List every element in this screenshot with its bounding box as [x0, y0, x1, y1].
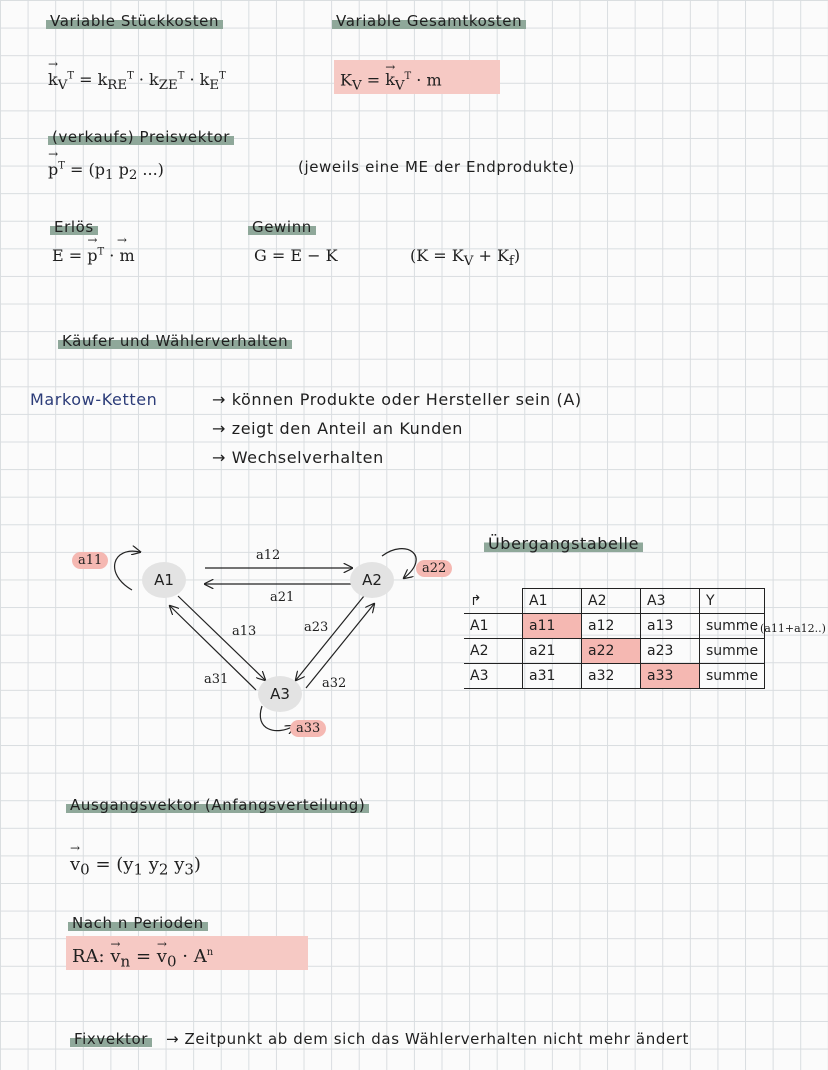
table-row [464, 639, 765, 664]
label-a11: a11 [72, 552, 108, 569]
table-header-cell: A2 [582, 589, 641, 614]
loop-a11 [115, 551, 140, 590]
heading-ausgangsvektor: Ausgangsvektor (Anfangsverteilung) [66, 796, 369, 814]
label-a23: a23 [304, 620, 329, 635]
formula-ausgangsvektor: → $v_0 = (y_1$ $y_2$ $y_3$) [70, 854, 201, 879]
table-row-label: A2 [464, 639, 523, 664]
table-cell: summe [700, 639, 765, 664]
fixvektor-text: → Zeitpunkt ab dem sich das Wählerverhalten nicht mehr ändert [166, 1030, 690, 1048]
node-a2: A2 [350, 562, 394, 598]
table-row [464, 614, 765, 639]
heading-kaeufer: Käufer und Wählerverhalten [58, 332, 292, 350]
table-header-cell: A3 [641, 589, 700, 614]
formula-kosten: $(K = K_V + K_f)$ [410, 246, 521, 270]
table-cell: a21 [523, 639, 582, 664]
heading-fixvektor: Fixvektor [70, 1030, 152, 1048]
markow-point-2: → zeigt den Anteil an Kunden [212, 419, 464, 438]
table-header-cell: Y [700, 589, 765, 614]
table-header-row [464, 589, 765, 614]
table-cell: a23 [641, 639, 700, 664]
table-cell: summe [700, 614, 765, 639]
table-note: (a11+a12..) [760, 622, 826, 635]
table-cell: a31 [523, 664, 582, 689]
table-cell: a12 [582, 614, 641, 639]
preis-note: (jeweils eine ME der Endprodukte) [298, 158, 575, 176]
formula-stueckkosten: → $k_V^T = k_{RE}^T \cdot k_{ZE}^T \cdot k_E^T$ [48, 70, 226, 93]
heading-preisvektor: (verkaufs) Preisvektor [48, 128, 234, 146]
formula-ra: RA: → $v_n$ = → $v_0 \cdot A^n$ [66, 936, 308, 970]
table-row-label: A3 [464, 664, 523, 689]
formula-preisvektor: → $p^T = (p_1$ $p_2$ ...) [48, 160, 164, 183]
transition-table [464, 588, 765, 689]
formula-gesamtkosten: $K_V$ = → $k_V^T \cdot m$ [334, 60, 500, 94]
table-corner: ↱ [464, 589, 523, 614]
label-a13: a13 [232, 624, 257, 639]
label-a22: a22 [416, 560, 452, 577]
markow-graph [60, 530, 460, 750]
formula-gewinn: G = E − K [254, 246, 338, 265]
label-a33: a33 [290, 720, 326, 737]
table-cell: summe [700, 664, 765, 689]
label-a32: a32 [322, 676, 347, 691]
heading-erloes: Erlös [50, 218, 98, 236]
label-a31: a31 [204, 672, 229, 687]
heading-gewinn: Gewinn [248, 218, 316, 236]
label-a12: a12 [256, 548, 281, 563]
heading-nach-n-perioden: Nach n Perioden [68, 914, 208, 932]
node-a3: A3 [258, 676, 302, 712]
table-header-cell: A1 [523, 589, 582, 614]
heading-markow: Markow-Ketten [30, 390, 158, 409]
label-a21: a21 [270, 590, 295, 605]
formula-erloes: E = → $p^T$ → · m [52, 246, 135, 265]
table-cell: a11 [523, 614, 582, 639]
markow-point-1: → können Produkte oder Hersteller sein (A) [212, 390, 582, 409]
heading-var-gesamtkosten: Variable Gesamtkosten [332, 12, 526, 30]
table-cell: a32 [582, 664, 641, 689]
markow-point-3: → Wechselverhalten [212, 448, 384, 467]
heading-var-stueckkosten: Variable Stückkosten [46, 12, 223, 30]
table-cell: a33 [641, 664, 700, 689]
edge-a23 [296, 596, 364, 680]
heading-uebergangstabelle: Übergangstabelle [484, 534, 643, 553]
node-a1: A1 [142, 562, 186, 598]
table-row-label: A1 [464, 614, 523, 639]
table-cell: a22 [582, 639, 641, 664]
table-cell: a13 [641, 614, 700, 639]
table-row [464, 664, 765, 689]
